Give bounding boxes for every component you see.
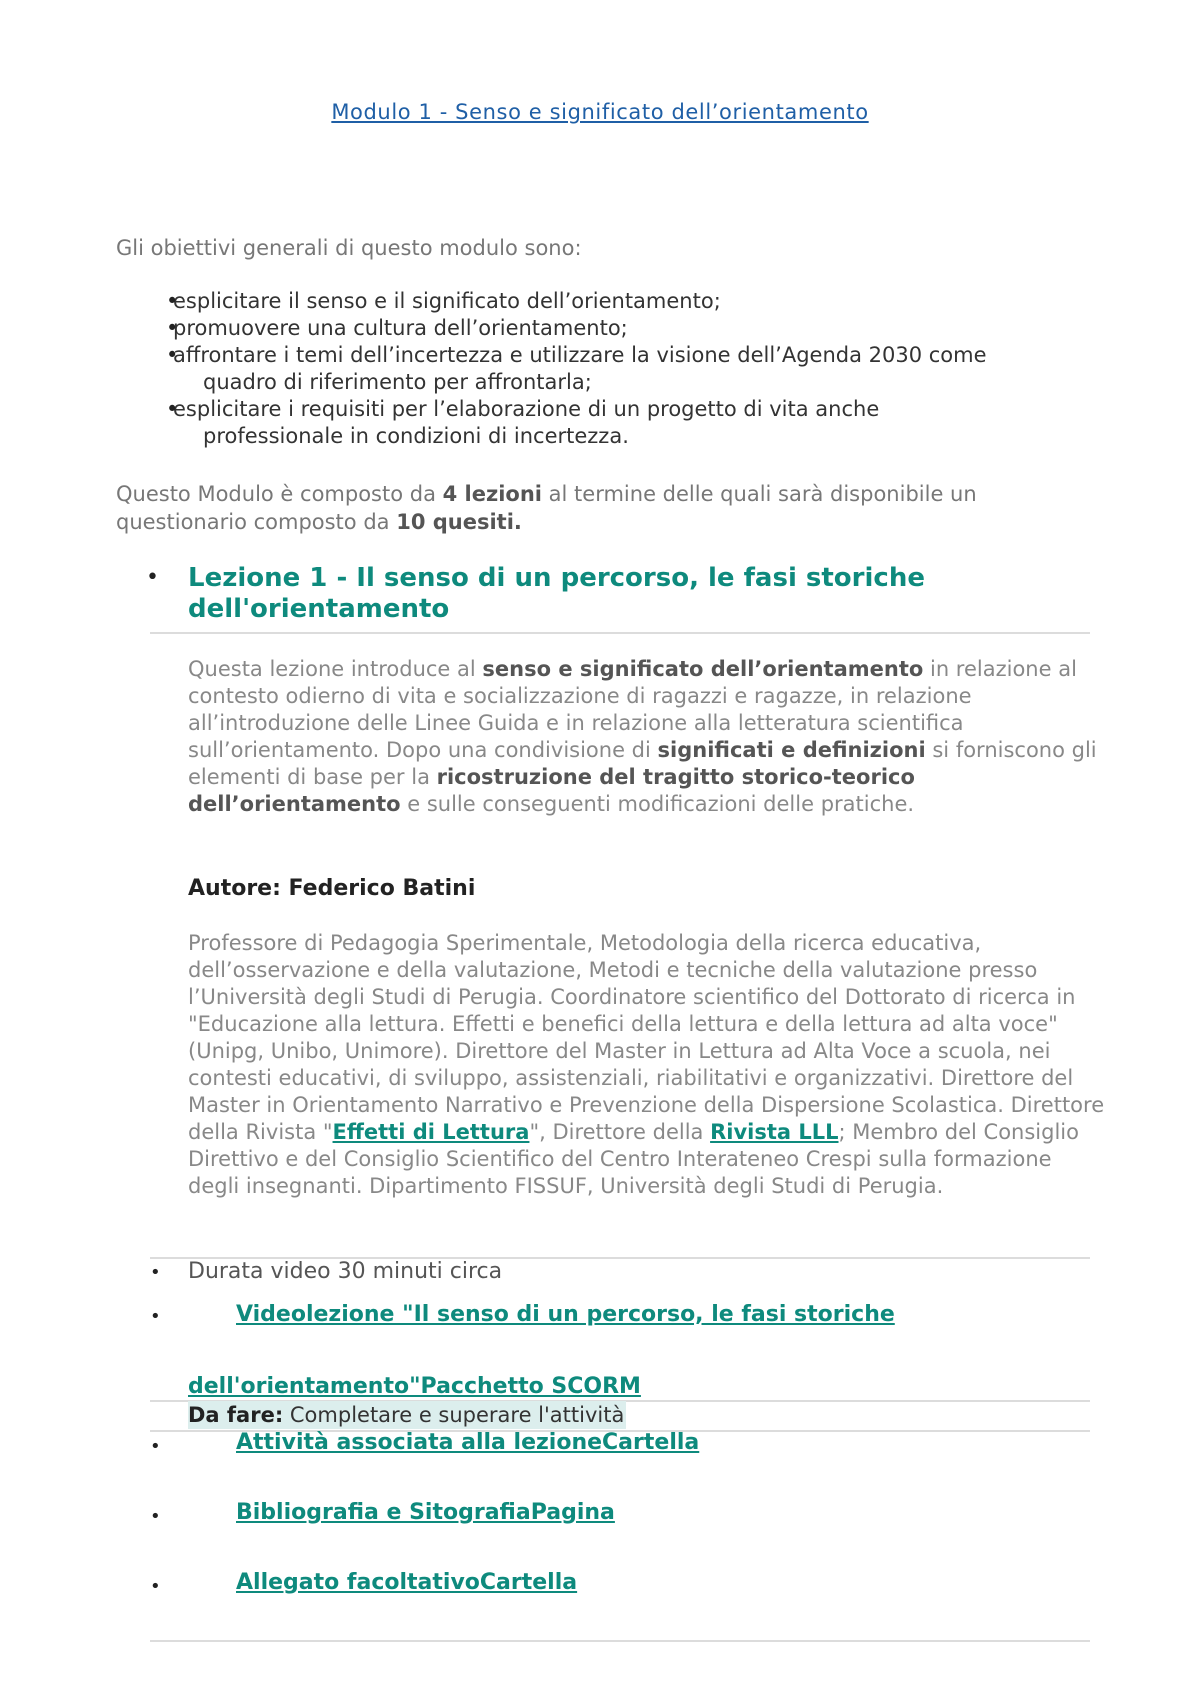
- lesson-title[interactable]: Lezione 1 - Il senso di un percorso, le fasi storiche dell'orientamento: [188, 563, 925, 624]
- bullet-icon: •: [150, 1576, 161, 1597]
- objective-text: esplicitare i requisiti per l’elaborazione di un progetto di vita anche: [173, 397, 880, 421]
- video-lesson-link-continued[interactable]: dell'orientamento"Pacchetto SCORM: [188, 1374, 641, 1399]
- questions-count: 10 quesiti.: [396, 510, 522, 534]
- bullet-icon: •: [150, 1262, 161, 1283]
- divider: [150, 632, 1090, 634]
- list-item: [173, 396, 1198, 450]
- list-item: [173, 315, 1198, 342]
- lessons-count: 4 lezioni: [442, 482, 542, 506]
- module-title-link[interactable]: Modulo 1 - Senso e significato dell’orientamento: [331, 100, 869, 124]
- list-item: [173, 288, 1198, 315]
- objective-text: esplicitare il senso e il significato dell’orientamento;: [173, 289, 721, 313]
- rivista-lll-link[interactable]: Rivista LLL: [710, 1120, 839, 1144]
- objective-text: promuovere una cultura dell’orientamento;: [173, 316, 628, 340]
- bullet-icon: •: [150, 1436, 161, 1457]
- author-bio: Professore di Pedagogia Sperimentale, Metodologia della ricerca educativa, dell’osservazione e della valutazione, Metodi e tecniche della valutazione presso l’Università degli Studi di Perugia. Coordinatore scientifico del Dottorato di ricerca in "Educazione alla lettura. Effetti e benefici della lettura e della lettura ad alta voce" (Unipg, Unibo, Unimore). Direttore del Master in Lettura ad Alta Voce a scuola, nei contesti educativi, di sviluppo, assistenziali, riabilitativi e organizzativi. Direttore del Master in Orientamento Narrativo e Prevenzione della Dispersione Scolastica. Direttore della Rivista "Effetti di Lettura", Direttore della Rivista LLL; Membro del Consiglio Direttivo e del Consiglio Scientifico del Centro Interateneo Crespi sulla formazione degli insegnanti. Dipartimento FISSUF, Università degli Studi di Perugia.: [188, 931, 1105, 1198]
- lesson-description: Questa lezione introduce al senso e significato dell’orientamento in relazione al contesto odierno di vita e socializzazione di ragazzi e ragazze, in relazione all’introduzione delle Linee Guida e in relazione alla letteratura scientifica sull’orientamento. Dopo una condivisione di significati e definizioni si forniscono gli elementi di base per la ricostruzione del tragitto storico-teorico dell’orientamento e sulle conseguenti modificazioni delle pratiche.: [188, 657, 1097, 816]
- todo-status: Da fare: Completare e superare l'attività: [188, 1403, 625, 1427]
- objective-text: affrontare i temi dell’incertezza e utilizzare la visione dell’Agenda 2030 come: [173, 343, 987, 367]
- module-summary: Questo Modulo è composto da 4 lezioni al termine delle quali sarà disponibile un questionario composto da 10 quesiti.: [116, 482, 977, 534]
- lesson-author: Autore: Federico Batini: [188, 876, 476, 901]
- objective-text-continued: professionale in condizioni di incertezza.: [203, 424, 629, 448]
- divider: [150, 1640, 1090, 1642]
- bullet-icon: •: [146, 565, 159, 590]
- objective-text-continued: quadro di riferimento per affrontarla;: [203, 370, 592, 394]
- attachment-link[interactable]: Allegato facoltativoCartella: [236, 1570, 578, 1595]
- video-lesson-link[interactable]: Videolezione "Il senso di un percorso, le fasi storiche: [236, 1302, 895, 1327]
- objectives-list: [116, 288, 1198, 450]
- bullet-icon: •: [150, 1506, 161, 1527]
- objectives-intro: Gli obiettivi generali di questo modulo sono:: [116, 236, 582, 260]
- activity-link[interactable]: Attività associata alla lezioneCartella: [236, 1430, 700, 1455]
- list-item: [173, 342, 1198, 396]
- bibliography-link[interactable]: Bibliografia e SitografiaPagina: [236, 1500, 615, 1525]
- bullet-icon: •: [150, 1306, 161, 1327]
- effetti-di-lettura-link[interactable]: Effetti di Lettura: [332, 1120, 530, 1144]
- video-duration: Durata video 30 minuti circa: [188, 1259, 503, 1284]
